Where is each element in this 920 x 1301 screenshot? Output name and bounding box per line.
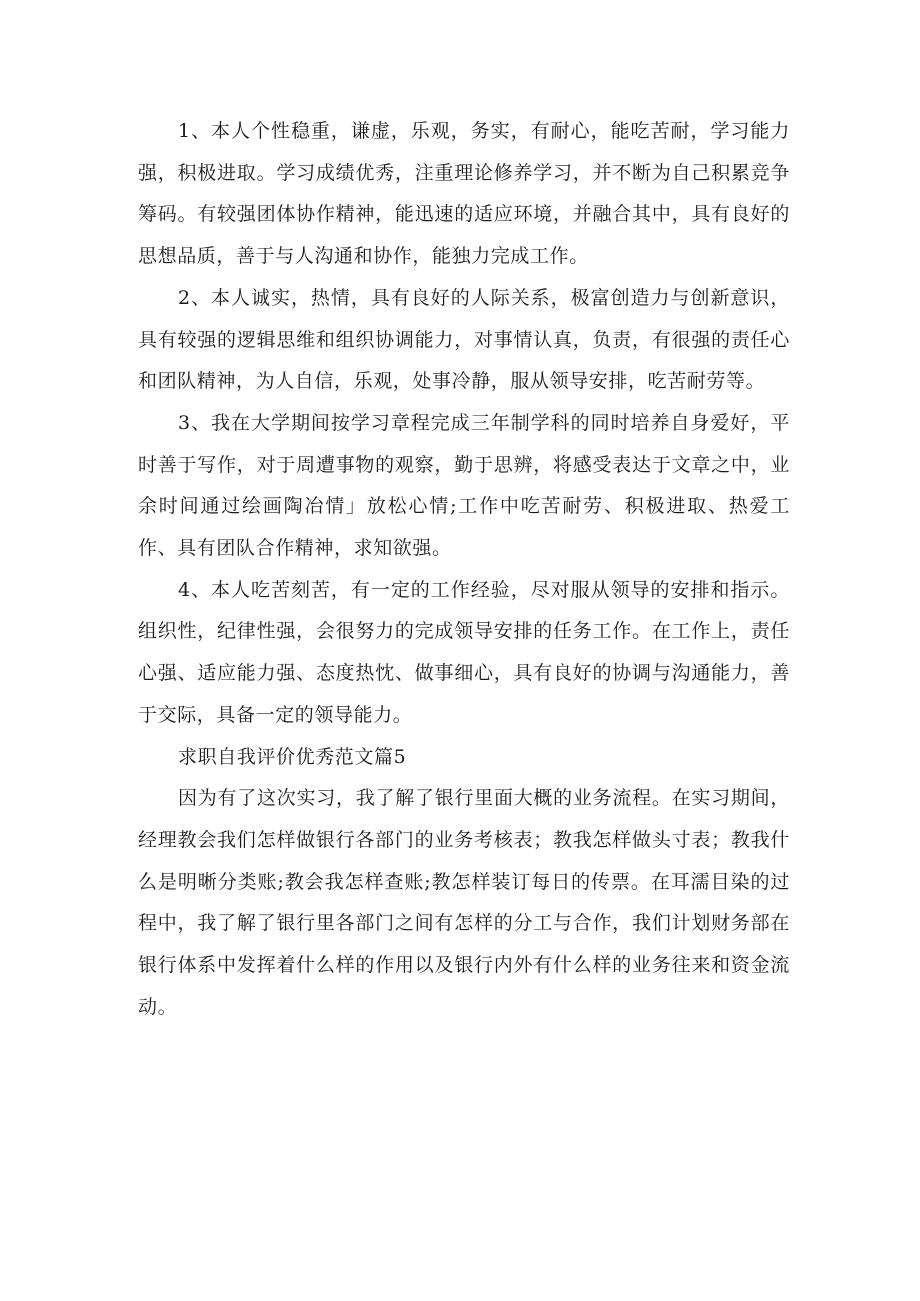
paragraph-2: 2、本人诚实，热情，具有良好的人际关系，极富创造力与创新意识，具有较强的逻辑思维和组织协调能力，对事情认真，负责，有很强的责任心和团队精神，为人自信，乐观，处事冷静，服从领导安排，吃苦耐劳等。 bbox=[138, 286, 790, 393]
paragraph-3: 3、我在大学期间按学习章程完成三年制学科的同时培养自身爱好，平时善于写作，对于周遭事物的观察，勤于思辨，将感受表达于文章之中，业余时间通过绘画陶冶情」放松心情;工作中吃苦耐劳、积极进取、热爱工作、具有团队合作精神，求知欲强。 bbox=[138, 411, 790, 560]
section-heading: 求职自我评价优秀范文篇5 bbox=[178, 745, 407, 768]
closing-paragraph: 因为有了这次实习，我了解了银行里面大概的业务流程。在实习期间，经理教会我们怎样做银行各部门的业务考核表；教我怎样做头寸表；教我什么是明晰分类账;教会我怎样查账;教怎样装订每日的传票。在耳濡目染的过程中，我了解了银行里各部门之间有怎样的分工与合作，我们计划财务部在银行体系中发挥着什么样的作用以及银行内外有什么样的业务往来和资金流动。 bbox=[138, 787, 790, 1018]
paragraph-1: 1、本人个性稳重，谦虚，乐观，务实，有耐心，能吃苦耐，学习能力强，积极进取。学习成绩优秀，注重理论修养学习，并不断为自己积累竞争筹码。有较强团体协作精神，能迅速的适应环境，并融合其中，具有良好的思想品质，善于与人沟通和协作，能独力完成工作。 bbox=[138, 120, 790, 268]
paragraph-4: 4、本人吃苦刻苦，有一定的工作经验，尽对服从领导的安排和指示。组织性，纪律性强，会很努力的完成领导安排的任务工作。在工作上，责任心强、适应能力强、态度热忱、做事细心，具有良好的协调与沟通能力，善于交际，具备一定的领导能力。 bbox=[138, 578, 790, 726]
document-body bbox=[138, 111, 790, 1028]
